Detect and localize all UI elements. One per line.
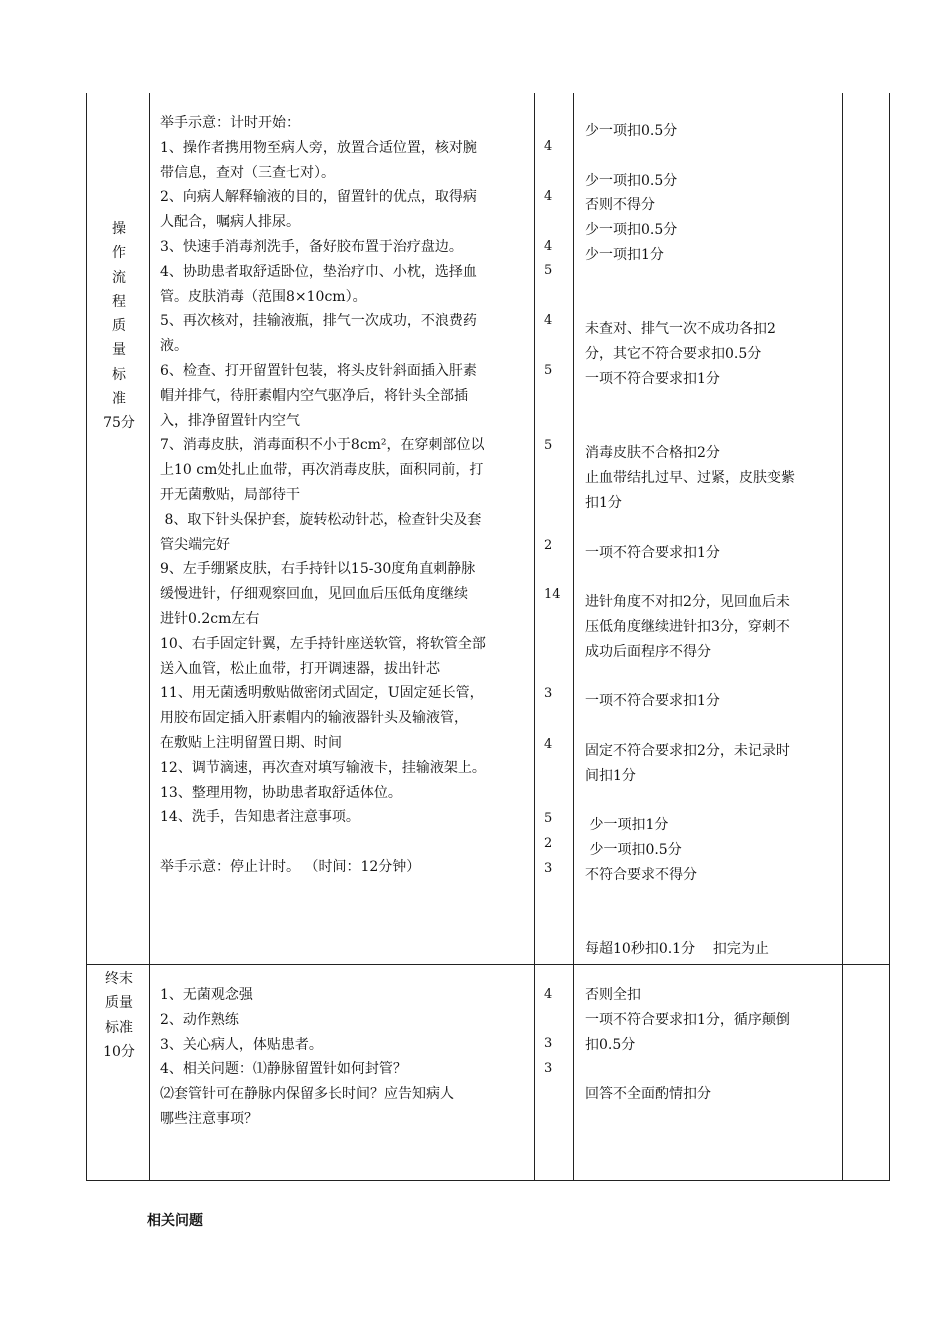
score-value: 2	[544, 836, 553, 851]
deduction-line: 一项不符合要求扣1分	[585, 693, 720, 710]
content-line: 管。皮肤消毒（范围8×10cm）。	[160, 288, 367, 305]
table-border-bottom	[86, 1180, 890, 1181]
deduction-line: 分，其它不符合要求扣0.5分	[585, 346, 762, 363]
deduction-line	[585, 565, 795, 590]
deduction-line	[585, 417, 795, 442]
content-line: 2、向病人解释输液的目的，留置针的优点，取得病	[160, 189, 477, 206]
deduction-line: 压低角度继续进针扣3分，穿刺不	[585, 618, 790, 635]
content-line: 管尖端完好	[160, 536, 230, 553]
column-divider	[149, 93, 150, 1181]
score-value: 4	[544, 189, 553, 204]
content-line: 3、关心病人，体贴患者。	[160, 1036, 323, 1053]
deduction-line: 进针角度不对扣2分，见回血后未	[585, 594, 790, 611]
category-line: 程	[112, 293, 126, 310]
content-line: 缓慢进针，仔细观察回血，见回血后压低角度继续	[160, 586, 468, 603]
category-line: 流	[112, 269, 126, 286]
operation-steps-text	[160, 111, 486, 880]
deduction-line: 未查对、排气一次不成功各扣2	[585, 321, 776, 338]
content-line: 1、无菌观念强	[160, 987, 253, 1003]
category-line: 作	[112, 245, 126, 262]
final-quality-text	[160, 983, 454, 1132]
column-divider	[534, 93, 535, 1181]
operation-deduction-text	[585, 119, 795, 962]
category-line: 终末	[105, 971, 133, 987]
deduction-line	[585, 1057, 790, 1082]
deduction-line: 消毒皮肤不合格扣2分	[585, 445, 720, 462]
deduction-line: 固定不符合要求扣2分，未记录时	[585, 742, 790, 759]
category-final-quality	[91, 967, 147, 1064]
deduction-line	[585, 789, 795, 814]
column-divider	[573, 93, 574, 1181]
content-line: 带信息，查对（三查七对）。	[160, 164, 335, 181]
category-line: 量	[112, 342, 126, 359]
content-line: 4、相关问题：⑴静脉留置针如何封管？	[160, 1061, 407, 1078]
final-deduction-text	[585, 983, 790, 1107]
score-value: 3	[544, 1036, 553, 1051]
content-line: 6、检查、打开留置针包装，将头皮针斜面插入肝素	[160, 362, 477, 379]
content-line: 开无菌敷贴，局部待干	[160, 486, 300, 503]
deduction-line: 否则不得分	[585, 197, 655, 214]
deduction-line: 少一项扣1分	[585, 246, 664, 263]
content-line: 5、再次核对，挂输液瓶，排气一次成功，不浪费药	[160, 313, 477, 330]
deduction-line: 一项不符合要求扣1分	[585, 544, 720, 561]
content-line: 入，排净留置针内空气	[160, 412, 300, 429]
score-value: 3	[544, 686, 553, 701]
deduction-line: 回答不全面酌情扣分	[585, 1086, 711, 1103]
content-line: 帽并排气，待肝素帽内空气驱净后，将针头全部插	[160, 387, 468, 404]
content-line: 1、操作者携用物至病人旁，放置合适位置，核对腕	[160, 139, 477, 156]
score-value: 4	[544, 139, 553, 154]
score-value: 3	[544, 861, 553, 876]
content-line: 10、右手固定针翼，左手持针座送软管，将软管全部	[160, 635, 486, 652]
content-line: 进针0.2cm左右	[160, 610, 260, 627]
deduction-line: 成功后面程序不得分	[585, 643, 711, 660]
content-line: 8、取下针头保护套，旋转松动针芯，检查针尖及套	[160, 511, 482, 528]
category-line: 10分	[103, 1043, 135, 1060]
content-line: 9、左手绷紧皮肤，右手持针以15-30度角直刺静脉	[160, 561, 476, 578]
footer-title: 相关问题	[147, 1213, 203, 1229]
category-line: 操	[112, 221, 126, 237]
deduction-line	[585, 268, 795, 293]
score-value: 5	[544, 363, 553, 378]
content-line: 送入血管，松止血带，打开调速器，拔出针芯	[160, 660, 440, 677]
content-line: 用胶布固定插入肝素帽内的输液器针头及输液管，	[160, 710, 468, 727]
deduction-line	[585, 144, 795, 169]
category-line: 标	[112, 366, 126, 383]
category-line: 质量	[105, 995, 133, 1012]
category-line: 75分	[103, 415, 135, 432]
deduction-line: 扣0.5分	[585, 1036, 636, 1053]
content-line: 哪些注意事项？	[160, 1110, 258, 1127]
score-value: 2	[544, 538, 553, 553]
score-value: 5	[544, 811, 553, 826]
score-value: 5	[544, 438, 553, 453]
category-line: 质	[112, 318, 126, 335]
category-line: 准	[112, 391, 126, 408]
content-line: 液。	[160, 338, 188, 355]
score-value: 4	[544, 239, 553, 254]
content-line: 7、消毒皮肤，消毒面积不小于8cm²，在穿刺部位以	[160, 437, 485, 454]
deduction-line: 一项不符合要求扣1分	[585, 370, 720, 387]
deduction-line	[585, 293, 795, 318]
row-divider	[86, 964, 890, 965]
deduction-line: 止血带结扎过早、过紧，皮肤变紫	[585, 470, 795, 487]
content-line: 12、调节滴速，再次查对填写输液卡，挂输液架上。	[160, 759, 486, 776]
content-line: 上10 cm处扎止血带，再次消毒皮肤，面积同前，打	[160, 462, 484, 479]
score-value: 4	[544, 313, 553, 328]
deduction-line	[585, 913, 795, 938]
content-line	[160, 830, 486, 855]
score-value: 5	[544, 263, 553, 278]
deduction-line	[585, 714, 795, 739]
deduction-line: 每超10秒扣0.1分 扣完为止	[585, 941, 769, 958]
deduction-line: 少一项扣0.5分	[585, 123, 678, 139]
content-line: ⑵套管针可在静脉内保留多长时间？应告知病人	[160, 1086, 454, 1103]
score-value: 3	[544, 1061, 553, 1076]
deduction-line: 不符合要求不得分	[585, 866, 697, 883]
content-line: 举手示意：停止计时。 （时间：12分钟）	[160, 858, 421, 875]
deduction-line: 少一项扣0.5分	[585, 222, 678, 239]
table-border-left	[86, 93, 87, 1181]
deduction-line	[585, 665, 795, 690]
content-line: 3、快速手消毒剂洗手，备好胶布置于治疗盘边。	[160, 238, 463, 255]
deduction-line: 扣1分	[585, 494, 622, 511]
content-line: 在敷贴上注明留置日期、时间	[160, 734, 342, 751]
content-line: 4、协助患者取舒适卧位，垫治疗巾、小枕，选择血	[160, 263, 477, 280]
deduction-line: 少一项扣1分	[585, 817, 669, 834]
deduction-line	[585, 888, 795, 913]
category-operation-process	[91, 217, 147, 436]
content-line: 举手示意：计时开始：	[160, 115, 300, 131]
content-line: 2、动作熟练	[160, 1011, 239, 1028]
content-line: 人配合，嘱病人排尿。	[160, 214, 300, 231]
deduction-line: 间扣1分	[585, 767, 636, 784]
content-line: 13、整理用物，协助患者取舒适体位。	[160, 784, 402, 801]
column-divider	[842, 93, 843, 1181]
content-line: 14、洗手，告知患者注意事项。	[160, 809, 360, 826]
content-line: 11、用无菌透明敷贴做密闭式固定，U固定延长管，	[160, 685, 484, 702]
deduction-line: 少一项扣0.5分	[585, 842, 682, 859]
deduction-line: 少一项扣0.5分	[585, 172, 678, 189]
score-value: 14	[544, 587, 561, 602]
score-value: 4	[544, 737, 553, 752]
deduction-line: 否则全扣	[585, 987, 641, 1003]
deduction-line	[585, 392, 795, 417]
category-line: 标准	[105, 1019, 133, 1036]
table-border-right	[889, 93, 890, 1181]
score-value: 4	[544, 987, 553, 1002]
deduction-line	[585, 516, 795, 541]
deduction-line: 一项不符合要求扣1分，循序颠倒	[585, 1011, 790, 1028]
